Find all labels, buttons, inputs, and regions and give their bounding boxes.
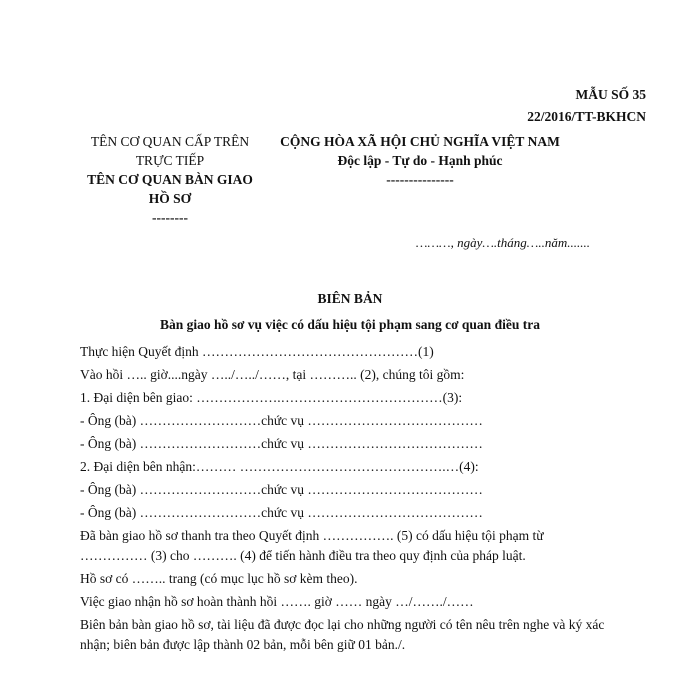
form-number: MẪU SỐ 35 <box>575 87 646 102</box>
agency-header <box>70 132 270 227</box>
receiver-person-2: - Ông (bà) ………………………chức vụ ………………………………… <box>80 505 483 520</box>
closing-line-1: Biên bản bàn giao hồ sơ, tài liệu đã được đọc lại cho những người có tên nêu trên nghe và ký xác <box>80 617 605 632</box>
circular-number: 22/2016/TT-BKHCN <box>527 109 646 124</box>
handover-agency-line1: TÊN CƠ QUAN BÀN GIAO <box>87 172 253 187</box>
decision-line: Thực hiện Quyết định …………………………………………(1) <box>80 344 434 359</box>
completion-line: Việc giao nhận hồ sơ hoàn thành hồi ……. giờ …… ngày …/……./…… <box>80 594 474 609</box>
national-name: CỘNG HÒA XÃ HỘI CHỦ NGHĨA VIỆT NAM <box>280 134 560 149</box>
national-header <box>270 132 570 189</box>
receiver-person-1: - Ông (bà) ………………………chức vụ ………………………………… <box>80 482 483 497</box>
superior-agency-line1: TÊN CƠ QUAN CẤP TRÊN <box>90 134 250 149</box>
handover-agency-line2: HỒ SƠ <box>148 191 192 206</box>
national-divider: --------------- <box>386 172 454 187</box>
dateline: ………, ngày….tháng…..năm....... <box>415 235 590 250</box>
document-title: BIÊN BẢN <box>317 291 383 306</box>
giver-person-2: - Ông (bà) ………………………chức vụ ………………………………… <box>80 436 483 451</box>
agency-divider: -------- <box>152 210 188 225</box>
closing-line-2: nhận; biên bản được lập thành 02 bản, mỗi bên giữ 01 bản./. <box>80 637 406 652</box>
handover-line-2: …………… (3) cho ………. (4) để tiến hành điều tra theo quy định của pháp luật. <box>80 548 526 563</box>
records-line: Hồ sơ có …….. trang (có mục lục hồ sơ kèm theo). <box>80 571 358 586</box>
giver-person-1: - Ông (bà) ………………………chức vụ ………………………………… <box>80 413 483 428</box>
document-body <box>80 337 620 653</box>
superior-agency-line2: TRỰC TIẾP <box>135 153 205 168</box>
handover-line-1: Đã bàn giao hồ sơ thanh tra theo Quyết định ……………. (5) có dấu hiệu tội phạm từ <box>80 528 544 543</box>
document-subtitle: Bàn giao hồ sơ vụ việc có dấu hiệu tội phạm sang cơ quan điều tra <box>160 317 540 332</box>
national-motto: Độc lập - Tự do - Hạnh phúc <box>337 153 503 168</box>
form-code <box>527 84 646 128</box>
receiver-heading: 2. Đại diện bên nhận:……… ……………………………………….…(4): <box>80 459 479 474</box>
giver-heading: 1. Đại diện bên giao: ……………….………………………………(3): <box>80 390 463 405</box>
time-place-line: Vào hồi ….. giờ....ngày …../…../……, tại ……….. (2), chúng tôi gồm: <box>80 367 465 382</box>
